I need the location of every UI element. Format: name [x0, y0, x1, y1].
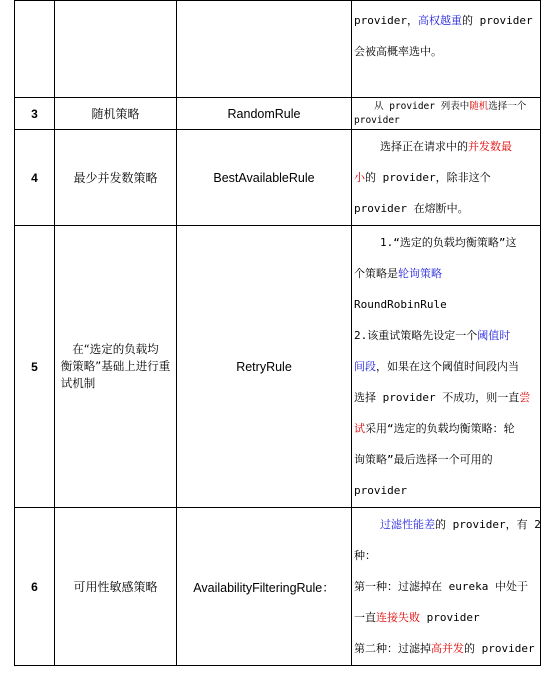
- strategy-name: [55, 226, 177, 508]
- rule-class: RetryRule: [177, 226, 352, 508]
- row-number: 3: [15, 98, 55, 130]
- strategy-name-line: 试机制: [60, 376, 96, 390]
- load-balancing-strategy-table: [14, 0, 541, 666]
- desc-line: 第一种：过滤掉在 eureka 中处于: [354, 580, 528, 593]
- row-number: 6: [15, 508, 55, 666]
- strategy-description: [352, 98, 541, 130]
- desc-line: 间段，如果在这个阈值时间段内当: [354, 360, 519, 373]
- strategy-name: [55, 1, 177, 98]
- strategy-name: 最少并发数策略: [55, 130, 177, 226]
- table-row: [15, 508, 541, 666]
- table-row: [15, 1, 541, 98]
- row-number: 4: [15, 130, 55, 226]
- desc-line: 个策略是轮询策略: [354, 267, 442, 280]
- desc-line: provider，高权越重的 provider: [354, 14, 533, 27]
- desc-line: 种：: [354, 549, 376, 562]
- desc-line: provider 在熔断中。: [354, 202, 469, 215]
- desc-line: 2.该重试策略先设定一个阈值时: [354, 329, 511, 342]
- table-row: [15, 226, 541, 508]
- strategy-name: 可用性敏感策略: [55, 508, 177, 666]
- desc-line: 一直连接失败 provider: [354, 611, 480, 624]
- desc-line: 询策略”最后选择一个可用的: [354, 453, 493, 466]
- row-number: 5: [15, 226, 55, 508]
- table-row: [15, 130, 541, 226]
- desc-line: 选择正在请求中的并发数最: [380, 140, 512, 153]
- strategy-description: [352, 1, 541, 98]
- table-row: [15, 98, 541, 130]
- strategy-description: [352, 130, 541, 226]
- desc-line: 第二种：过滤掉高并发的 provider: [354, 642, 535, 655]
- desc-line: 1.“选定的负载均衡策略”这: [380, 236, 517, 249]
- row-number: [15, 1, 55, 98]
- rule-class: [177, 1, 352, 98]
- rule-class: BestAvailableRule: [177, 130, 352, 226]
- strategy-name-line: 衡策略”基础上进行重: [60, 359, 171, 373]
- rule-class: RandomRule: [177, 98, 352, 130]
- strategy-name-line: 在“选定的负载均: [72, 342, 159, 356]
- desc-line: 选择 provider 不成功，则一直尝: [354, 391, 531, 404]
- desc-line: provider: [354, 114, 400, 126]
- strategy-description: [352, 226, 541, 508]
- desc-line: 小的 provider，除非这个: [354, 171, 491, 184]
- desc-line: 过滤性能差的 provider，有 2: [380, 518, 541, 531]
- desc-line: 从 provider 列表中随机选择一个: [374, 100, 527, 112]
- desc-line: RoundRobinRule: [354, 298, 447, 311]
- desc-line: 试采用“选定的负载均衡策略：轮: [354, 422, 515, 435]
- desc-line: provider: [354, 484, 407, 497]
- rule-class: AvailabilityFilteringRule：: [177, 508, 352, 666]
- desc-line: 会被高概率选中。: [354, 45, 442, 58]
- strategy-name: 随机策略: [55, 98, 177, 130]
- strategy-description: [352, 508, 541, 666]
